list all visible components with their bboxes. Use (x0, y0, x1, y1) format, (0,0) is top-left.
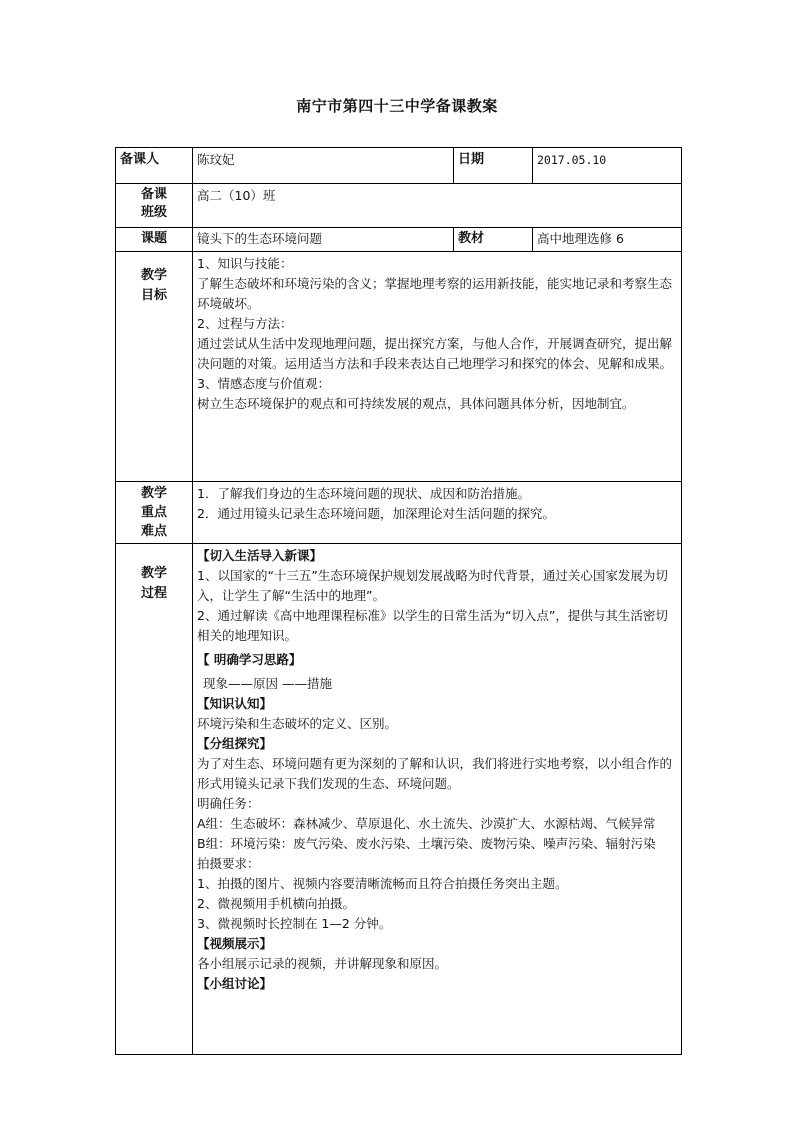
keypoints-label-line-3: 难点 (140, 524, 167, 539)
topic-label: 课题 (116, 228, 193, 252)
process-line: 3、微视频时长控制在 1—2 分钟。 (197, 916, 392, 931)
process-label-line-1: 教学 (140, 566, 167, 581)
process-line: 1、拍摄的图片、视频内容要清晰流畅而且符合拍摄任务突出主题。 (197, 876, 568, 891)
objective-line: 通过尝试从生活中发现地理问题，提出探究方案，与他人合作，开展调查研究，提出解决问题的对策。运用适当方法和手段来表达自己地理学习和探究的体会、见解和成果。 (197, 336, 673, 371)
process-line: 为了对生态、环境问题有更为深刻的了解和认识，我们将进行实地考察，以小组合作的形式用镜头记录下我们发现的生态、环境问题。 (197, 756, 673, 791)
section-heading: 【小组讨论】 (197, 976, 273, 991)
section-heading: 【分组探究】 (197, 736, 273, 751)
process-line: 拍摄要求： (197, 856, 260, 871)
keypoints-label-line-1: 教学 (140, 486, 167, 501)
book-label: 教材 (454, 228, 533, 252)
row-topic-book (116, 228, 682, 252)
objectives-label (116, 252, 193, 482)
keypoint-line: 2．通过用镜头记录生态环境问题，加深理论对生活问题的探究。 (197, 506, 555, 521)
keypoints-content (193, 482, 682, 544)
process-line: A组：生态破坏：森林减少、草原退化、水土流失、沙漠扩大、水源枯竭、气候异常 (197, 816, 656, 831)
book-value: 高中地理选修 6 (533, 228, 682, 252)
topic-value: 镜头下的生态环境问题 (193, 228, 454, 252)
row-teacher-date (116, 148, 682, 184)
keypoint-line: 1．了解我们身边的生态环境问题的现状、成因和防治措施。 (197, 486, 530, 501)
process-label (116, 544, 193, 1055)
process-line: 2、通过解读《高中地理课程标准》以学生的日常生活为“切入点”，提供与其生活密切相关的地理知识。 (197, 608, 668, 643)
process-label-line-2: 过程 (140, 586, 167, 601)
objective-line: 了解生态破坏和环境污染的含义；掌握地理考察的运用新技能，能实地记录和考察生态环境破坏。 (197, 276, 673, 311)
process-line: 各小组展示记录的视频，并讲解现象和原因。 (197, 956, 448, 971)
row-objectives (116, 252, 682, 482)
teacher-value: 陈玟妃 (193, 148, 454, 184)
row-class (116, 184, 682, 228)
objectives-label-line-1: 教学 (140, 268, 167, 283)
lesson-plan-table (115, 147, 682, 1055)
process-line: 环境污染和生态破坏的定义、区别。 (197, 716, 398, 731)
page-title: 南宁市第四十三中学备课教案 (296, 97, 498, 115)
process-line: 2、微视频用手机横向拍摄。 (197, 896, 355, 911)
class-label-line-2: 班级 (140, 205, 167, 220)
objectives-label-line-2: 目标 (140, 288, 167, 303)
teacher-label: 备课人 (116, 148, 193, 184)
keypoints-label-line-2: 重点 (140, 505, 167, 520)
row-keypoints (116, 482, 682, 544)
objective-line: 3、情感态度与价值观： (197, 376, 330, 391)
objective-line: 树立生态环境保护的观点和可持续发展的观点，具体问题具体分析，因地制宜。 (197, 396, 635, 411)
process-line: 明确任务： (197, 796, 260, 811)
date-value: 2017.05.10 (533, 148, 682, 184)
keypoints-label (116, 482, 193, 544)
section-heading: 【 明确学习思路】 (197, 652, 302, 667)
class-label (116, 184, 193, 228)
class-value: 高二（10）班 (193, 184, 682, 228)
section-heading: 【知识认知】 (197, 696, 273, 711)
process-content (193, 544, 682, 1055)
objectives-content (193, 252, 682, 482)
process-line: 现象——原因 ——措施 (203, 676, 332, 691)
objective-line: 2、过程与方法： (197, 316, 293, 331)
process-line: B组：环境污染：废气污染、废水污染、土壤污染、废物污染、噪声污染、辐射污染 (197, 836, 656, 851)
section-heading: 【视频展示】 (197, 936, 273, 951)
class-label-line-1: 备课 (140, 187, 167, 202)
objective-line: 1、知识与技能： (197, 256, 293, 271)
process-line: 1、以国家的“十三五”生态环境保护规划发展战略为时代背景，通过关心国家发展为切入，让学生了解“生活中的地理”。 (197, 568, 668, 603)
section-heading: 【切入生活导入新课】 (197, 548, 323, 563)
row-process (116, 544, 682, 1055)
date-label: 日期 (454, 148, 533, 184)
